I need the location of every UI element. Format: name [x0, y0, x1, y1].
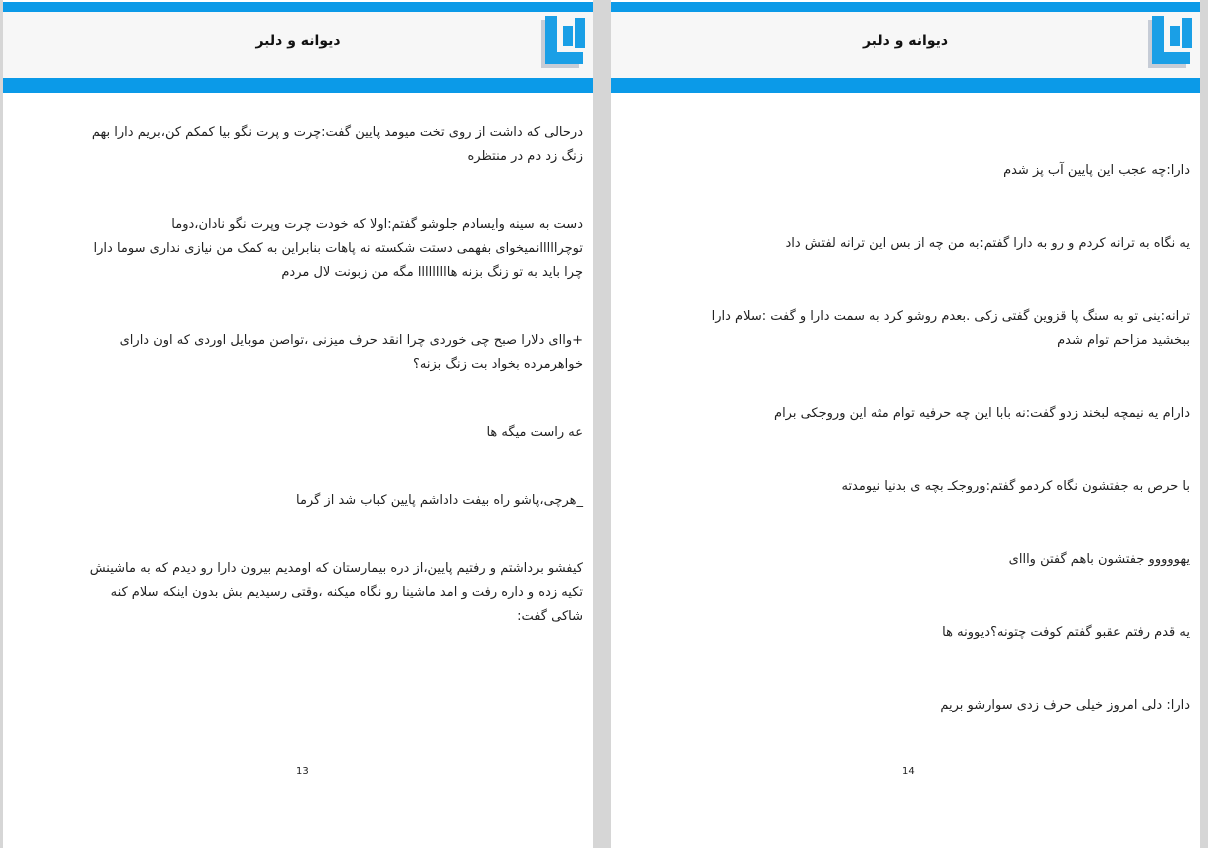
paragraph: [18, 421, 583, 445]
text-line: دارا:چه عجب این پایین آب پز شدم: [1003, 163, 1190, 178]
text-line: دارا: دلی امروز خیلی حرف زدی سوارشو بریم: [940, 698, 1190, 713]
page-header-title: دیوانه و دلبر: [862, 33, 949, 49]
text-line: تکیه زده و داره رفت و امد ماشینا رو نگاه میکنه ،وقتی رسیدیم بش بدون اینکه سلام کنه: [110, 585, 583, 600]
page-number: 13: [296, 766, 309, 777]
page-header-title: دیوانه و دلبر: [255, 33, 341, 49]
header-top-strip: [611, 2, 1200, 12]
text-line: با حرص به جفتشون نگاه کردمو گفتم:وروجکـ بچه ی بدنیا نیومدته: [841, 479, 1190, 494]
text-line: خواهرمرده بخواد بت زنگ بزنه؟: [413, 357, 583, 372]
header-bottom-strip: [611, 78, 1200, 93]
paragraph: [18, 489, 583, 513]
page-body: [630, 159, 1190, 767]
text-line: _هرچی،پاشو راه بیفت داداشم پایین کباب شد از گرما: [296, 493, 583, 508]
paragraph: [18, 213, 583, 285]
page-header: [611, 12, 1200, 78]
text-line: دست به سینه وایسادم جلوشو گفتم:اولا که خودت چرت وپرت نگو نادان،دوما: [171, 217, 583, 232]
text-line: ببخشید مزاحم توام شدم: [1057, 333, 1190, 348]
paragraph: [630, 475, 1190, 499]
paragraph: [18, 121, 583, 169]
header-bottom-strip: [3, 78, 593, 93]
page-header: [3, 12, 593, 78]
text-line: چرا باید به تو زنگ بزنه هااااااااا مگه من زبونت لال مردم: [281, 265, 583, 280]
text-line: یهووووو جفتشون باهم گفتن وااای: [1008, 552, 1190, 567]
text-line: درحالی که داشت از روی تخت میومد پایین گفت:چرت و پرت نگو بیا کمکم کن،بریم دارا بهم: [91, 125, 583, 140]
text-line: +واای دلارا صبح چی خوردی چرا انقد حرف میزنی ،تواصن موبایل اوردی که اون دارای: [119, 333, 583, 348]
page-number: 14: [902, 766, 915, 777]
document-page-13: [3, 0, 593, 848]
text-line: عه راست میگه ها: [486, 425, 583, 440]
paragraph: [630, 548, 1190, 572]
paragraph: [630, 402, 1190, 426]
paragraph: [18, 557, 583, 629]
text-line: زنگ زد دم در منتظره: [467, 149, 583, 164]
paragraph: [630, 694, 1190, 718]
page-body: [18, 121, 583, 673]
paragraph: [18, 329, 583, 377]
text-line: توچرااااانمیخوای بفهمی دستت شکسته نه پاهات بنابراین به کمک من نیازی نداری سوما دارا: [93, 241, 583, 256]
text-line: دارام یه نیمچه لبخند زدو گفت:نه بابا این چه حرفیه توام مثه این وروجکی برام: [774, 406, 1190, 421]
text-line: یه نگاه به ترانه کردم و رو به دارا گفتم:به من چه از بس این ترانه لفتش داد: [785, 236, 1190, 251]
text-line: یه قدم رفتم عقبو گفتم کوفت چتونه؟دیوونه ها: [942, 625, 1190, 640]
text-line: کیفشو برداشتم و رفتیم پایین،از دره بیمارستان که اومدیم بیرون دارا رو دیدم که به ماشینش: [89, 561, 583, 576]
paragraph: [630, 621, 1190, 645]
document-page-14: [611, 0, 1200, 848]
paragraph: [630, 159, 1190, 183]
paragraph: [630, 305, 1190, 353]
text-line: ترانه:ینی تو به سنگ پا قزوین گفتی زکی .بعدم روشو کرد به سمت دارا و گفت :سلام دارا: [711, 309, 1190, 324]
header-top-strip: [3, 2, 593, 12]
text-line: شاکی گفت:: [517, 609, 583, 624]
paragraph: [630, 232, 1190, 256]
